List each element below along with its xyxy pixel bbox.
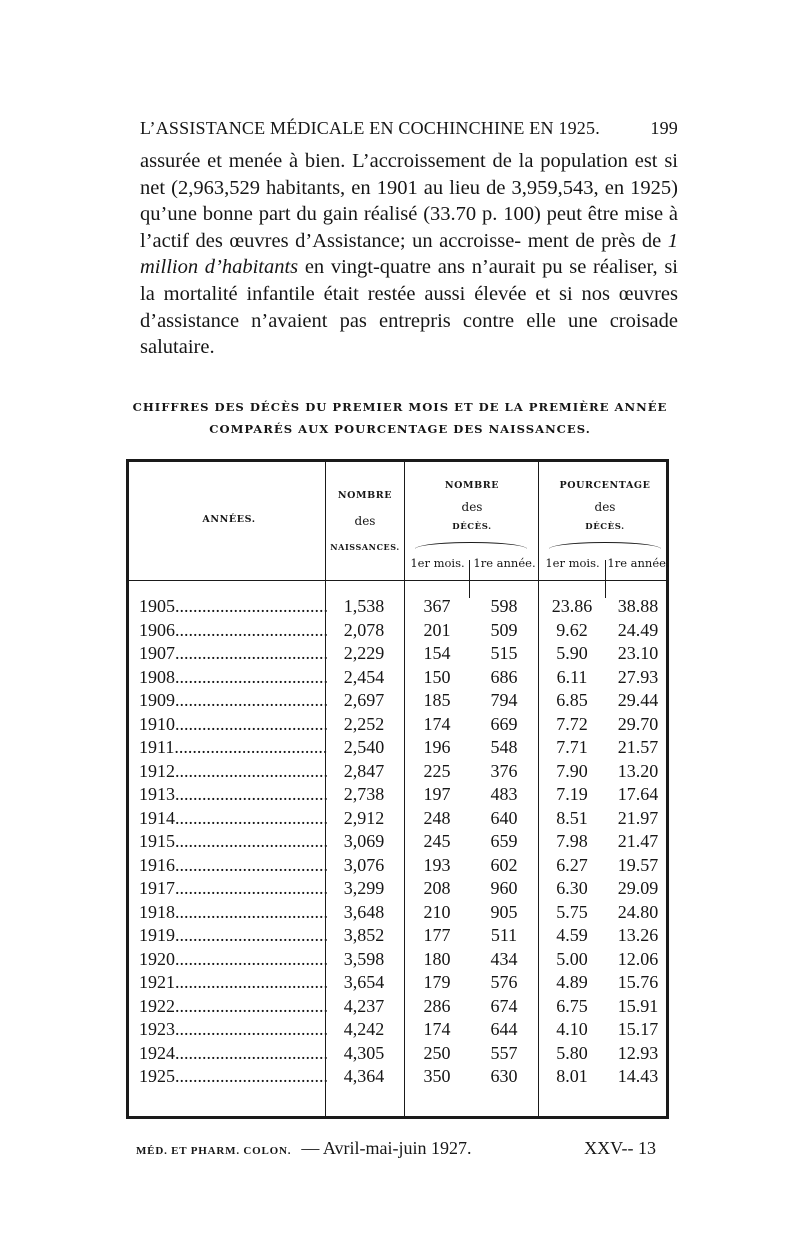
table-row xyxy=(129,855,672,879)
row-deces-1re-annee: 644 xyxy=(490,1019,518,1039)
table-row xyxy=(129,620,672,644)
header-deces-3: DÉCÈS. xyxy=(452,522,492,532)
row-deces-1re-annee: 434 xyxy=(490,948,518,969)
table-row xyxy=(129,690,672,714)
header-deces-1: NOMBRE xyxy=(444,480,500,491)
row-naissances: 2,540 xyxy=(343,737,385,757)
paragraph-line: ment de près de xyxy=(527,229,668,252)
row-year: 1914.................................. xyxy=(139,807,328,828)
row-pct-1er-mois: 6.30 xyxy=(556,878,588,898)
row-pct-1er-mois: 9.62 xyxy=(556,619,588,640)
running-header xyxy=(140,118,680,139)
body-paragraph xyxy=(140,148,678,361)
row-deces-1er-mois: 180 xyxy=(423,948,451,969)
row-deces-1er-mois: 350 xyxy=(423,1066,451,1086)
row-deces-1re-annee: 557 xyxy=(490,1042,518,1063)
row-year: 1920.................................. xyxy=(139,948,328,969)
row-pct-1er-mois: 5.00 xyxy=(556,948,588,969)
row-pct-1er-mois: 6.75 xyxy=(556,995,588,1016)
paragraph-line: aussi élevée et si nos œuvres d’assistance n’avaient pas entrepris xyxy=(140,282,679,332)
row-deces-1er-mois: 185 xyxy=(423,690,451,710)
paragraph-italic: 1 million d’habitants xyxy=(140,229,679,279)
row-pct-1re-annee: 13.26 xyxy=(617,925,659,945)
row-year: 1906.................................. xyxy=(139,619,328,640)
row-pct-1re-annee: 23.10 xyxy=(617,643,659,663)
row-year: 1919.................................. xyxy=(139,925,328,945)
table-row xyxy=(129,925,672,949)
row-deces-1er-mois: 196 xyxy=(423,737,451,757)
page-footer xyxy=(136,1138,656,1159)
row-pct-1er-mois: 7.71 xyxy=(556,737,588,757)
row-pct-1re-annee: 24.49 xyxy=(617,619,659,640)
row-pct-1re-annee: 15.76 xyxy=(617,972,659,992)
row-pct-1re-annee: 21.57 xyxy=(617,737,659,757)
row-naissances: 3,598 xyxy=(343,948,385,969)
mortality-table xyxy=(126,459,669,1119)
row-deces-1er-mois: 210 xyxy=(423,901,451,922)
row-deces-1re-annee: 483 xyxy=(490,784,518,804)
row-naissances: 2,847 xyxy=(343,760,385,781)
table-row xyxy=(129,643,672,667)
row-pct-1er-mois: 7.19 xyxy=(556,784,588,804)
row-deces-1er-mois: 367 xyxy=(423,596,451,616)
paragraph-line: n’aurait pu se réaliser, si la mortalité infantile était restée xyxy=(140,256,678,305)
row-deces-1er-mois: 177 xyxy=(423,925,451,945)
row-naissances: 3,648 xyxy=(343,901,385,922)
table-row xyxy=(129,1066,672,1090)
paragraph-line: assurée et menée à bien. L’accroissement de la population est xyxy=(140,150,658,172)
row-deces-1re-annee: 376 xyxy=(490,760,518,781)
row-deces-1er-mois: 193 xyxy=(423,854,451,875)
row-deces-1re-annee: 674 xyxy=(490,995,518,1016)
row-year: 1918.................................. xyxy=(139,901,328,922)
row-pct-1re-annee: 12.06 xyxy=(617,948,659,969)
row-pct-1er-mois: 5.80 xyxy=(556,1042,588,1063)
row-naissances: 2,252 xyxy=(343,713,385,734)
table-row xyxy=(129,737,672,761)
table-row xyxy=(129,949,672,973)
row-deces-1er-mois: 248 xyxy=(423,807,451,828)
row-naissances: 2,454 xyxy=(343,666,385,687)
table-row xyxy=(129,596,672,620)
header-annees: ANNÉES. xyxy=(202,514,256,525)
row-pct-1er-mois: 4.89 xyxy=(556,972,588,992)
row-pct-1re-annee: 19.57 xyxy=(617,854,659,875)
row-pct-1er-mois: 8.51 xyxy=(556,807,588,828)
row-year: 1907.................................. xyxy=(139,643,328,663)
table-row xyxy=(129,878,672,902)
row-deces-1er-mois: 250 xyxy=(423,1042,451,1063)
row-deces-1er-mois: 179 xyxy=(423,972,451,992)
row-pct-1er-mois: 4.10 xyxy=(556,1019,588,1039)
row-pct-1er-mois: 7.98 xyxy=(556,831,588,851)
row-pct-1er-mois: 5.75 xyxy=(556,901,588,922)
table-row xyxy=(129,761,672,785)
row-pct-1er-mois: 4.59 xyxy=(556,925,588,945)
row-naissances: 2,078 xyxy=(343,619,385,640)
row-naissances: 2,912 xyxy=(343,807,385,828)
row-year: 1922.................................. xyxy=(139,995,328,1016)
row-naissances: 3,852 xyxy=(343,925,385,945)
row-deces-1re-annee: 602 xyxy=(490,854,518,875)
row-pct-1er-mois: 5.90 xyxy=(556,643,588,663)
subheader-a1: 1re année. xyxy=(473,556,536,570)
row-pct-1re-annee: 38.88 xyxy=(617,596,659,616)
row-pct-1re-annee: 15.91 xyxy=(617,995,659,1016)
row-year: 1905.................................. xyxy=(139,596,328,616)
row-deces-1er-mois: 150 xyxy=(423,666,451,687)
footer-journal: MÉD. ET PHARM. COLON. xyxy=(136,1145,292,1157)
row-pct-1re-annee: 13.20 xyxy=(617,760,659,781)
row-pct-1er-mois: 7.72 xyxy=(556,713,588,734)
row-naissances: 4,305 xyxy=(343,1042,385,1063)
row-deces-1er-mois: 208 xyxy=(423,878,451,898)
row-year: 1909.................................. xyxy=(139,690,328,710)
row-pct-1er-mois: 8.01 xyxy=(556,1066,588,1086)
subheader-pa: 1re année. xyxy=(607,556,670,570)
row-deces-1er-mois: 154 xyxy=(423,643,451,663)
row-deces-1re-annee: 686 xyxy=(490,666,518,687)
row-deces-1er-mois: 174 xyxy=(423,1019,451,1039)
header-pct-1: POURCENTAGE xyxy=(559,480,651,491)
header-pct-3: DÉCÈS. xyxy=(585,522,625,532)
row-pct-1er-mois: 7.90 xyxy=(556,760,588,781)
row-naissances: 2,229 xyxy=(343,643,385,663)
row-deces-1er-mois: 286 xyxy=(423,995,451,1016)
row-deces-1re-annee: 794 xyxy=(490,690,518,710)
row-deces-1er-mois: 201 xyxy=(423,619,451,640)
row-deces-1re-annee: 630 xyxy=(490,1066,518,1086)
paragraph-line: contre elle une croisade salutaire. xyxy=(140,309,679,359)
column-rule xyxy=(469,560,470,598)
paragraph-line: si net (2,963,529 habitants, en 1901 au lieu de 3,959,543, xyxy=(140,150,679,199)
row-pct-1re-annee: 27.93 xyxy=(617,666,659,687)
row-naissances: 2,697 xyxy=(343,690,385,710)
row-pct-1er-mois: 6.11 xyxy=(556,666,588,687)
table-row xyxy=(129,784,672,808)
paragraph-line: en vingt-quatre ans xyxy=(298,256,466,279)
header-pct-2: des xyxy=(594,500,616,514)
table-row xyxy=(129,902,672,926)
row-deces-1er-mois: 245 xyxy=(423,831,451,851)
header-naissances-2: des xyxy=(354,514,376,528)
row-deces-1re-annee: 511 xyxy=(490,925,518,945)
row-deces-1re-annee: 669 xyxy=(490,713,518,734)
caption-line: CHIFFRES DES DÉCÈS DU PREMIER MOIS ET DE LA PREMIÈRE ANNÉE xyxy=(132,400,668,414)
table-row xyxy=(129,831,672,855)
row-pct-1re-annee: 15.17 xyxy=(617,1019,659,1039)
column-rule xyxy=(605,560,606,598)
row-pct-1re-annee: 21.97 xyxy=(617,807,659,828)
row-pct-1re-annee: 17.64 xyxy=(617,784,659,804)
row-deces-1re-annee: 509 xyxy=(490,619,518,640)
header-brace xyxy=(549,542,661,549)
row-pct-1re-annee: 21.47 xyxy=(617,831,659,851)
row-deces-1er-mois: 197 xyxy=(423,784,451,804)
row-year: 1910.................................. xyxy=(139,713,328,734)
row-deces-1er-mois: 174 xyxy=(423,713,451,734)
subheader-p1: 1er mois. xyxy=(545,556,600,570)
paragraph-line: en 1925) qu’une bonne part du gain réalisé (33.70 p. 100) xyxy=(140,176,678,226)
row-year: 1908.................................. xyxy=(139,666,328,687)
row-pct-1re-annee: 14.43 xyxy=(617,1066,659,1086)
row-naissances: 3,076 xyxy=(343,854,385,875)
table-row xyxy=(129,972,672,996)
row-deces-1re-annee: 598 xyxy=(490,596,518,616)
header-naissances-1: NOMBRE xyxy=(337,490,393,501)
row-year: 1912.................................. xyxy=(139,760,328,781)
footer-date: — Avril-mai-juin 1927. xyxy=(301,1138,472,1158)
caption-line: COMPARÉS AUX POURCENTAGE DES NAISSANCES. xyxy=(209,422,591,436)
header-deces-2: des xyxy=(461,500,483,514)
row-year: 1911.................................. xyxy=(139,737,328,757)
header-rule xyxy=(129,580,666,581)
row-year: 1917.................................. xyxy=(139,878,328,898)
row-deces-1re-annee: 640 xyxy=(490,807,518,828)
row-naissances: 3,654 xyxy=(343,972,385,992)
row-naissances: 3,069 xyxy=(343,831,385,851)
footer-signature: XXV-- 13 xyxy=(584,1138,656,1158)
table-row xyxy=(129,996,672,1020)
row-pct-1re-annee: 24.80 xyxy=(617,901,659,922)
row-deces-1re-annee: 548 xyxy=(490,737,518,757)
row-pct-1re-annee: 29.44 xyxy=(617,690,659,710)
row-deces-1re-annee: 905 xyxy=(490,901,518,922)
page-number: 199 xyxy=(650,118,678,138)
row-year: 1921.................................. xyxy=(139,972,328,992)
subheader-m1: 1er mois. xyxy=(410,556,465,570)
row-naissances: 4,364 xyxy=(343,1066,385,1086)
row-year: 1923.................................. xyxy=(139,1019,328,1039)
header-title: L’ASSISTANCE MÉDICALE EN COCHINCHINE EN 1925. xyxy=(140,118,600,138)
row-naissances: 4,237 xyxy=(343,995,385,1016)
row-year: 1925.................................. xyxy=(139,1066,328,1086)
row-deces-1re-annee: 960 xyxy=(490,878,518,898)
header-naissances-3: NAISSANCES. xyxy=(330,542,400,552)
table-row xyxy=(129,714,672,738)
row-pct-1re-annee: 29.09 xyxy=(617,878,659,898)
row-naissances: 3,299 xyxy=(343,878,385,898)
table-row xyxy=(129,808,672,832)
row-pct-1re-annee: 12.93 xyxy=(617,1042,659,1063)
row-year: 1915.................................. xyxy=(139,831,328,851)
header-brace xyxy=(415,542,527,549)
row-pct-1re-annee: 29.70 xyxy=(617,713,659,734)
table-caption xyxy=(110,396,690,440)
row-year: 1916.................................. xyxy=(139,854,328,875)
table-body xyxy=(129,596,672,1090)
row-pct-1er-mois: 6.27 xyxy=(556,854,588,875)
row-pct-1er-mois: 23.86 xyxy=(551,596,593,616)
row-year: 1924.................................. xyxy=(139,1042,328,1063)
row-deces-1re-annee: 515 xyxy=(490,643,518,663)
row-naissances: 1,538 xyxy=(343,596,385,616)
table-row xyxy=(129,1043,672,1067)
row-year: 1913.................................. xyxy=(139,784,328,804)
row-pct-1er-mois: 6.85 xyxy=(556,690,588,710)
row-deces-1er-mois: 225 xyxy=(423,760,451,781)
paragraph-line: peut être mise à l’actif des œuvres d’Assistance; un accroisse- xyxy=(140,203,678,252)
row-deces-1re-annee: 576 xyxy=(490,972,518,992)
table-row xyxy=(129,667,672,691)
row-naissances: 4,242 xyxy=(343,1019,385,1039)
row-deces-1re-annee: 659 xyxy=(490,831,518,851)
row-naissances: 2,738 xyxy=(343,784,385,804)
table-row xyxy=(129,1019,672,1043)
